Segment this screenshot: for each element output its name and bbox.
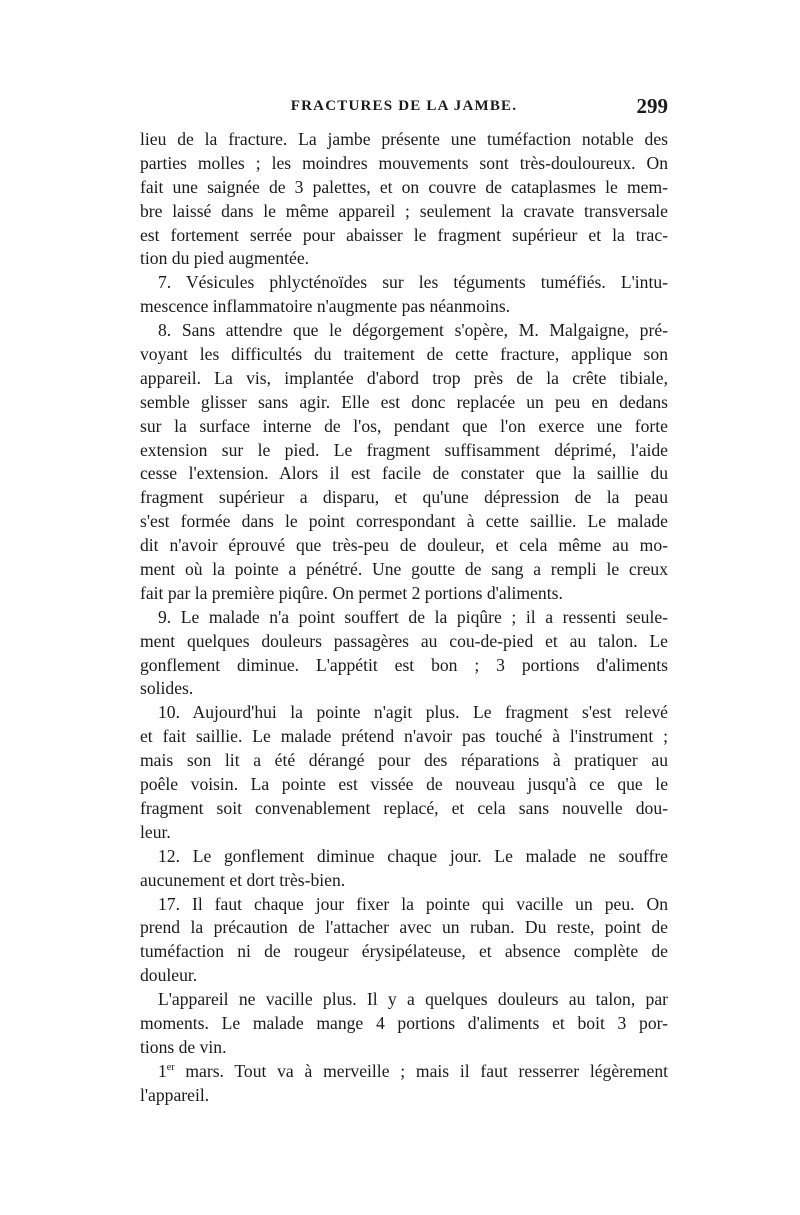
- text-line: mais son lit a été dérangé pour des réparations à pratiquer au: [140, 750, 668, 771]
- text-line: tion du pied augmentée.: [140, 248, 310, 269]
- text-line: aucunement et dort très-bien.: [140, 869, 346, 890]
- text-line: prend la précaution de l'attacher avec un ruban. Du reste, point de: [140, 917, 668, 938]
- text-line: 17. Il faut chaque jour fixer la pointe qui vacille un peu. On: [158, 893, 668, 914]
- text-line: fait une saignée de 3 palettes, et on couvre de cataplasmes le mem-: [140, 176, 668, 197]
- text-line: bre laissé dans le même appareil ; seulement la cravate transversale: [140, 200, 668, 221]
- text-line: leur.: [140, 821, 171, 842]
- text-line: tions de vin.: [140, 1036, 227, 1057]
- text-line: 10. Aujourd'hui la pointe n'agit plus. Le fragment s'est relevé: [158, 702, 668, 723]
- text-line: tuméfaction ni de rougeur érysipélateuse, et absence complète de: [140, 941, 668, 962]
- text-line: s'est formée dans le point correspondant à cette saillie. Le malade: [140, 511, 668, 532]
- body-text: [140, 128, 668, 1108]
- text-line-dated: [140, 1060, 668, 1084]
- text-line: parties molles ; les moindres mouvements sont très-douloureux. On: [140, 152, 668, 173]
- text-line: appareil. La vis, implantée d'abord trop près de la crête tibiale,: [140, 367, 668, 388]
- text-line: semble glisser sans agir. Elle est donc replacée un peu en dedans: [140, 391, 668, 412]
- date-day: 1: [158, 1060, 167, 1081]
- page-number: 299: [636, 94, 668, 118]
- text-line: ment où la pointe a pénétré. Une goutte de sang a rempli le creux: [140, 559, 668, 580]
- running-head: [140, 94, 668, 124]
- text-line: l'appareil.: [140, 1084, 210, 1105]
- text-line: 9. Le malade n'a point souffert de la piqûre ; il a ressenti seule-: [158, 606, 668, 627]
- text-line: gonflement diminue. L'appétit est bon ; 3 portions d'aliments: [140, 654, 668, 675]
- text-line: 7. Vésicules phlycténoïdes sur les téguments tuméfiés. L'intu-: [158, 272, 668, 293]
- running-title: FRACTURES DE LA JAMBE.: [290, 98, 518, 114]
- text-line: poêle voisin. La pointe est vissée de nouveau jusqu'à ce que le: [140, 774, 668, 795]
- text-line: lieu de la fracture. La jambe présente une tuméfaction notable des: [140, 129, 668, 149]
- text-line: fragment supérieur a disparu, et qu'une dépression de la peau: [140, 487, 668, 508]
- text-line: voyant les difficultés du traitement de cette fracture, applique son: [140, 344, 668, 365]
- text-line: et fait saillie. Le malade prétend n'avoir pas touché à l'instrument ;: [140, 726, 668, 747]
- date-ordinal: er: [166, 1061, 175, 1073]
- text-line: 12. Le gonflement diminue chaque jour. Le malade ne souffre: [158, 845, 668, 866]
- text-line: sur la surface interne de l'os, pendant que l'on exerce une forte: [140, 415, 668, 436]
- text-line: fragment soit convenablement replacé, et cela sans nouvelle dou-: [140, 797, 668, 818]
- text-line: extension sur le pied. Le fragment suffisamment déprimé, l'aide: [140, 439, 668, 460]
- text-line: est fortement serrée pour abaisser le fragment supérieur et la trac-: [140, 224, 668, 245]
- text-line: dit n'avoir éprouvé que très-peu de douleur, et cela même au mo-: [140, 535, 668, 556]
- text-line: 8. Sans attendre que le dégorgement s'opère, M. Malgaigne, pré-: [158, 320, 668, 341]
- text-line: ment quelques douleurs passagères au cou-de-pied et au talon. Le: [140, 630, 668, 651]
- text-line: L'appareil ne vacille plus. Il y a quelques douleurs au talon, par: [158, 989, 668, 1010]
- text-line: fait par la première piqûre. On permet 2 portions d'aliments.: [140, 582, 563, 603]
- text-line: douleur.: [140, 965, 198, 986]
- text-line: solides.: [140, 678, 194, 699]
- date-line-text: mars. Tout va à merveille ; mais il faut resserrer légèrement: [185, 1060, 668, 1081]
- text-line: moments. Le malade mange 4 portions d'aliments et boit 3 por-: [140, 1012, 668, 1033]
- text-line: mescence inflammatoire n'augmente pas néanmoins.: [140, 296, 511, 317]
- text-line: cesse l'extension. Alors il est facile de constater que la saillie du: [140, 463, 668, 484]
